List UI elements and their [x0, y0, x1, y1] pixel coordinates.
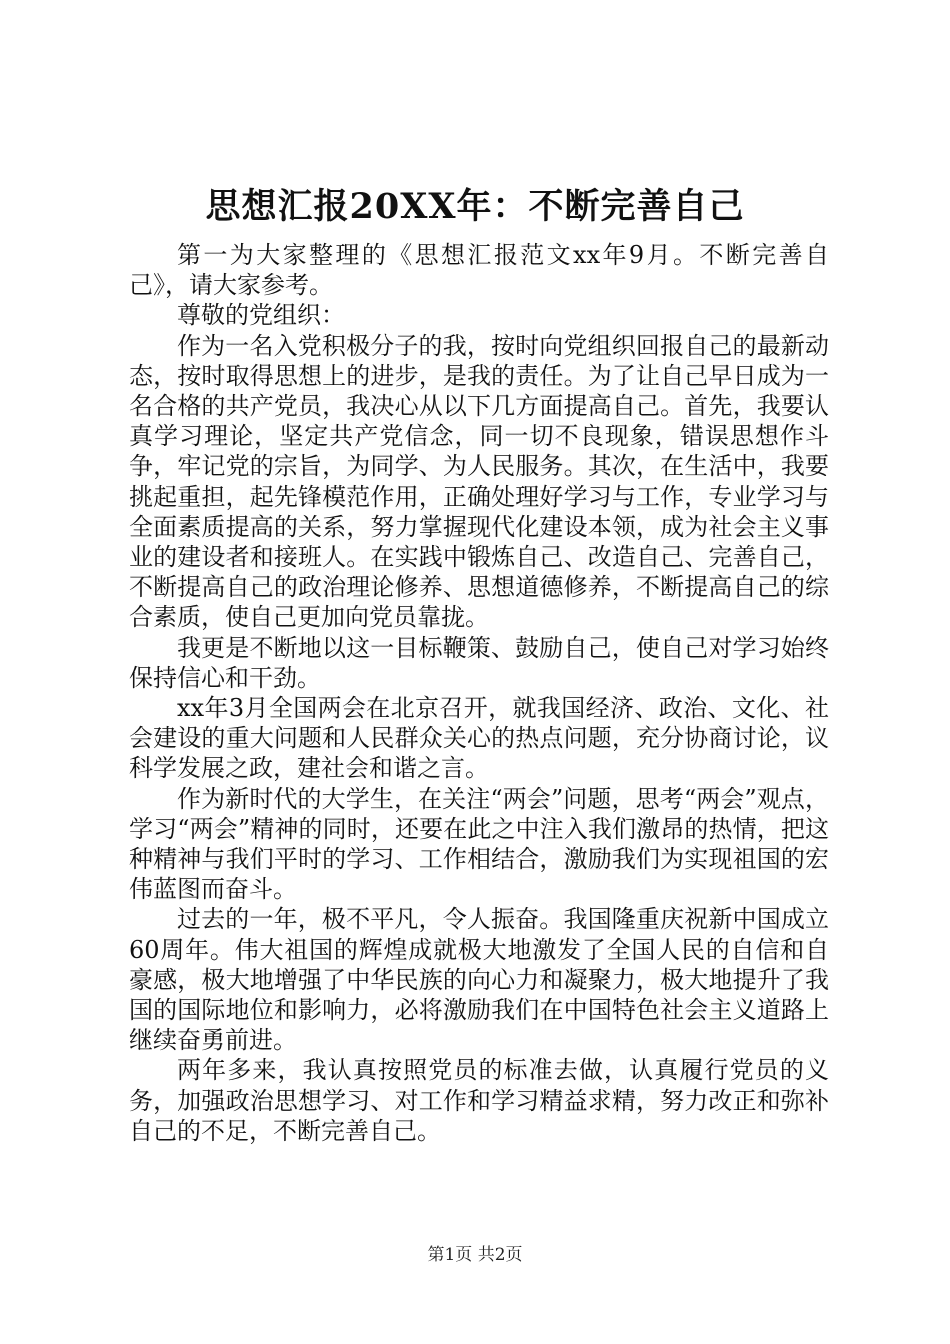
paragraph-intro: 第一为大家整理的《思想汇报范文xx年9月。不断完善自己》，请大家参考。	[129, 241, 829, 300]
paragraph-two-sessions: xx年3月全国两会在北京召开，就我国经济、政治、文化、社会建设的重大问题和人民群众关心的热点问题，充分协商讨论，议科学发展之政，建社会和谐之言。	[129, 694, 829, 783]
paragraph-conclusion: 两年多来，我认真按照党员的标准去做，认真履行党员的义务，加强政治思想学习、对工作和学习精益求精，努力改正和弥补自己的不足，不断完善自己。	[129, 1056, 829, 1145]
paragraph-salutation: 尊敬的党组织：	[177, 301, 345, 330]
paragraph-past-year: 过去的一年，极不平凡，令人振奋。我国隆重庆祝新中国成立60周年。伟大祖国的辉煌成就极大地激发了全国人民的自信和自豪感，极大地增强了中华民族的向心力和凝聚力，极大地提升了我国的国际地位和影响力，必将激励我们在中国特色社会主义道路上继续奋勇前进。	[129, 905, 829, 1055]
page-footer: 第1页 共2页	[427, 1245, 523, 1265]
paragraph-goals: 作为一名入党积极分子的我，按时向党组织回报自己的最新动态，按时取得思想上的进步，是我的责任。为了让自己早日成为一名合格的共产党员，我决心从以下几方面提高自己。首先，我要认真学习理论，坚定共产党信念，同一切不良现象，错误思想作斗争，牢记党的宗旨，为同学、为人民服务。其次，在生活中，我要挑起重担，起先锋模范作用，正确处理好学习与工作，专业学习与全面素质提高的关系，努力掌握现代化建设本领，成为社会主义事业的建设者和接班人。在实践中锻炼自己、改造自己、完善自己，不断提高自己的政治理论修养、思想道德修养，不断提高自己的综合素质，使自己更加向党员靠拢。	[129, 331, 829, 632]
document-title: 思想汇报20XX年：不断完善自己	[205, 186, 745, 227]
paragraph-motivation: 我更是不断地以这一目标鞭策、鼓励自己，使自己对学习始终保持信心和干劲。	[129, 633, 829, 692]
document-body	[129, 240, 829, 1146]
paragraph-students: 作为新时代的大学生，在关注“两会”问题，思考“两会”观点，学习“两会”精神的同时，还要在此之中注入我们激昂的热情，把这种精神与我们平时的学习、工作相结合，激励我们为实现祖国的宏伟蓝图而奋斗。	[129, 784, 829, 904]
